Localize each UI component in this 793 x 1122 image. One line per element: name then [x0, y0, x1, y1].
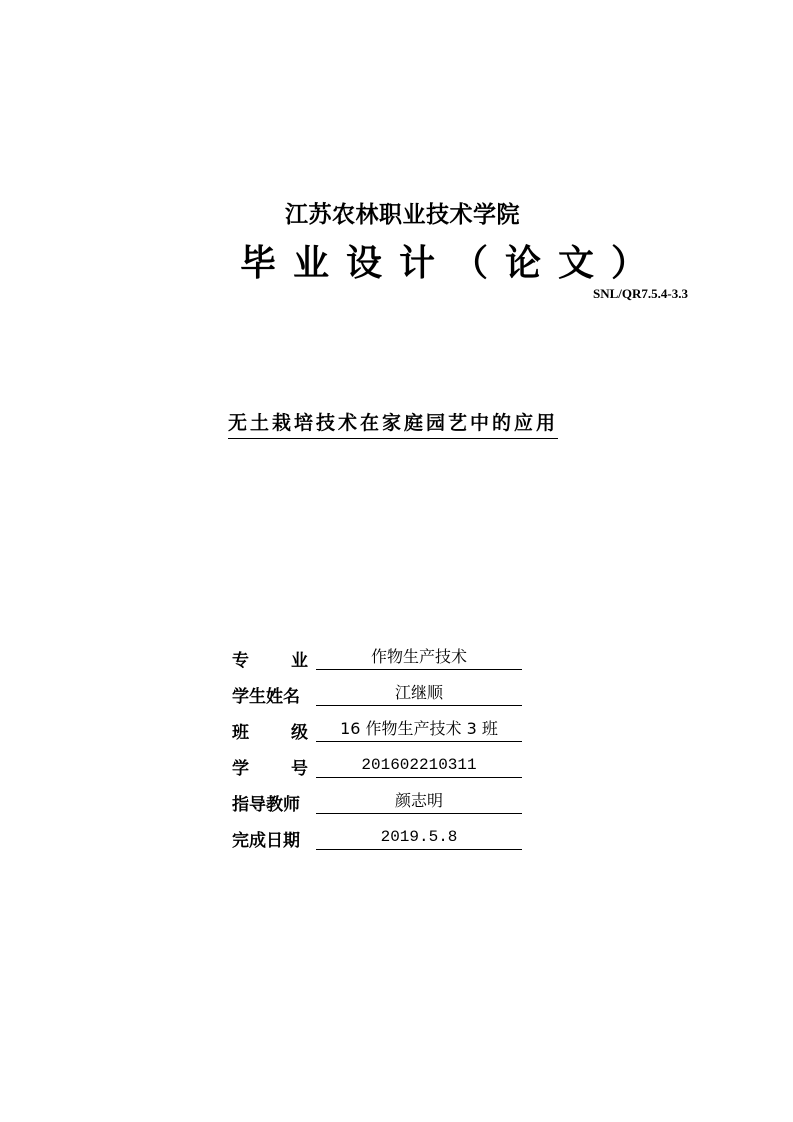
document-code: SNL/QR7.5.4-3.3 [593, 286, 688, 301]
class-value: 16 作物生产技术 3 班 [316, 718, 522, 742]
student-id-label-char-2: 号 [291, 759, 308, 779]
student-id-label-char-1: 学 [232, 759, 249, 779]
student-id-label [232, 754, 308, 779]
advisor-label: 指导教师 [232, 795, 300, 815]
info-row-advisor [232, 787, 532, 823]
class-label [232, 718, 308, 743]
major-label-char-2: 业 [291, 651, 308, 671]
class-label-char-1: 班 [232, 723, 249, 743]
info-row-student-name [232, 679, 532, 715]
student-name-label: 学生姓名 [232, 687, 300, 707]
info-row-student-id [232, 751, 532, 787]
info-row-completion-date [232, 823, 532, 859]
completion-date-value: 2019.5.8 [316, 826, 522, 850]
completion-date-label: 完成日期 [232, 831, 300, 851]
major-value: 作物生产技术 [316, 646, 522, 670]
document-type-title: 毕业设计（论文） [240, 242, 665, 284]
major-label [232, 646, 308, 671]
thesis-title: 无土栽培技术在家庭园艺中的应用 [228, 410, 558, 439]
major-label-char-1: 专 [232, 651, 249, 671]
school-name: 江苏农林职业技术学院 [285, 201, 520, 228]
student-id-value: 201602210311 [316, 754, 522, 778]
student-name-value: 江继顺 [316, 682, 522, 706]
class-label-char-2: 级 [291, 723, 308, 743]
student-info-block [232, 643, 532, 859]
info-row-class [232, 715, 532, 751]
advisor-value: 颜志明 [316, 790, 522, 814]
info-row-major [232, 643, 532, 679]
